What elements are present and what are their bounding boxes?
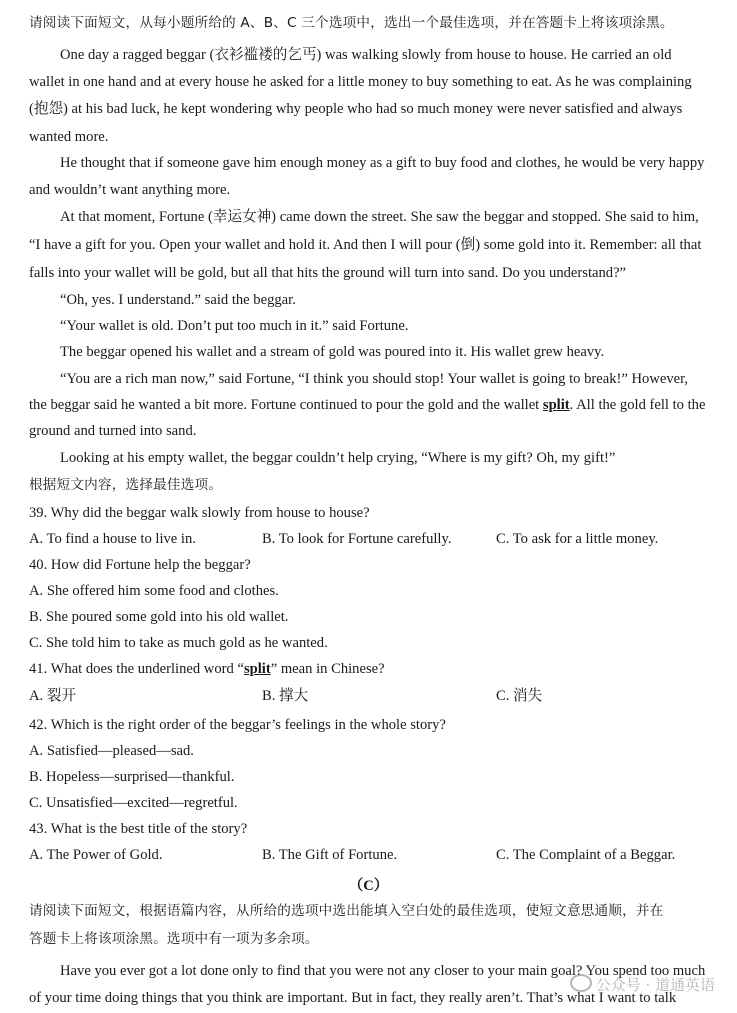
passage-line: The beggar opened his wallet and a stream of gold was poured into it. His wallet grew heavy. bbox=[60, 344, 605, 360]
question-39-stem: 39. Why did the beggar walk slowly from house to house? bbox=[29, 505, 370, 521]
question-43-option-a: A. The Power of Gold. bbox=[29, 847, 163, 863]
passage-line: Looking at his empty wallet, the beggar couldn’t help crying, “Where is my gift? Oh, my gift!” bbox=[60, 450, 616, 466]
passage-line: wanted more. bbox=[29, 129, 109, 145]
passage-line-split-pre: the beggar said he wanted a bit more. Fortune continued to pour the gold and the wallet bbox=[29, 397, 543, 413]
passage-line: wallet in one hand and at every house he asked for a little money to buy something to eat. As he was complaining bbox=[29, 74, 692, 90]
passage-line-split bbox=[29, 396, 705, 414]
passage-line-split-post: . All the gold fell to the bbox=[569, 397, 706, 413]
passage-line: “Your wallet is old. Don’t put too much in it.” said Fortune. bbox=[60, 318, 409, 334]
question-41-underlined-word: split bbox=[243, 661, 271, 677]
passage-line: At that moment, Fortune (幸运女神) came down the street. She saw the beggar and stopped. She said to him, bbox=[60, 209, 699, 225]
question-40-option-c: C. She told him to take as much gold as he wanted. bbox=[29, 635, 328, 651]
question-41-option-c: C. 消失 bbox=[496, 688, 543, 704]
passage-line: and wouldn’t want anything more. bbox=[29, 182, 231, 198]
wechat-logo-icon bbox=[570, 974, 592, 992]
section-c-line-1: Have you ever got a lot done only to find that you were not any closer to your main goal? You spend too much bbox=[60, 963, 706, 979]
question-39-option-c: C. To ask for a little money. bbox=[496, 531, 659, 547]
question-40-stem: 40. How did Fortune help the beggar? bbox=[29, 557, 251, 573]
question-40-option-a: A. She offered him some food and clothes. bbox=[29, 583, 279, 599]
question-41-stem-post: ” mean in Chinese? bbox=[270, 661, 385, 677]
question-39-option-b: B. To look for Fortune carefully. bbox=[262, 531, 452, 547]
passage-b-instruction: 请阅读下面短文，从每小题所给的 A、B、C 三个选项中，选出一个最佳选项，并在答题卡上将该项涂黑。 bbox=[29, 15, 674, 31]
passage-line: One day a ragged beggar (衣衫褴褛的乞丐) was walking slowly from house to house. He carried an old bbox=[60, 47, 672, 63]
question-42-stem: 42. Which is the right order of the beggar’s feelings in the whole story? bbox=[29, 717, 446, 733]
question-41-stem-pre: 41. What does the underlined word “ bbox=[29, 661, 244, 677]
question-41-stem bbox=[29, 660, 385, 678]
question-40-option-b: B. She poured some gold into his old wallet. bbox=[29, 609, 289, 625]
passage-line: falls into your wallet will be gold, but all that hits the ground will turn into sand. Do you understand?” bbox=[29, 265, 627, 281]
section-c-instruction-2: 答题卡上将该项涂黑。选项中有一项为多余项。 bbox=[29, 931, 319, 947]
question-43-option-b: B. The Gift of Fortune. bbox=[262, 847, 398, 863]
section-c-line-2: of your time doing things that you think are important. But in fact, they really aren’t. That’s what I want to talk bbox=[29, 990, 677, 1006]
section-c-title: （C） bbox=[348, 878, 389, 894]
question-43-stem: 43. What is the best title of the story? bbox=[29, 821, 248, 837]
passage-line: “Oh, yes. I understand.” said the beggar. bbox=[60, 292, 296, 308]
underlined-word-split: split bbox=[542, 397, 570, 413]
question-42-option-b: B. Hopeless—surprised—thankful. bbox=[29, 769, 235, 785]
question-42-option-a: A. Satisfied—pleased—sad. bbox=[29, 743, 194, 759]
watermark bbox=[570, 974, 715, 995]
section-c-instruction-1: 请阅读下面短文，根据语篇内容，从所给的选项中选出能填入空白处的最佳选项，使短文意思通顺，并在 bbox=[29, 903, 664, 919]
passage-line: ground and turned into sand. bbox=[29, 423, 197, 439]
watermark-text: 公众号 · 道通英语 bbox=[595, 976, 715, 994]
question-39-option-a: A. To find a house to live in. bbox=[29, 531, 196, 547]
passage-line: He thought that if someone gave him enough money as a gift to buy food and clothes, he would be very happy bbox=[60, 155, 705, 171]
question-42-option-c: C. Unsatisfied—excited—regretful. bbox=[29, 795, 238, 811]
passage-line: (抱怨) at his bad luck, he kept wondering why people who had so much money were never satisfied and always bbox=[29, 101, 683, 117]
passage-line: “I have a gift for you. Open your wallet and hold it. And then I will pour (倒) some gold into it. Remember: all that bbox=[29, 237, 702, 253]
question-43-option-c: C. The Complaint of a Beggar. bbox=[496, 847, 676, 863]
questions-intro: 根据短文内容，选择最佳选项。 bbox=[29, 477, 223, 493]
question-41-option-a: A. 裂开 bbox=[29, 688, 77, 704]
question-41-option-b: B. 撑大 bbox=[262, 688, 309, 704]
passage-line: “You are a rich man now,” said Fortune, “I think you should stop! Your wallet is going to break!” However, bbox=[60, 371, 689, 387]
